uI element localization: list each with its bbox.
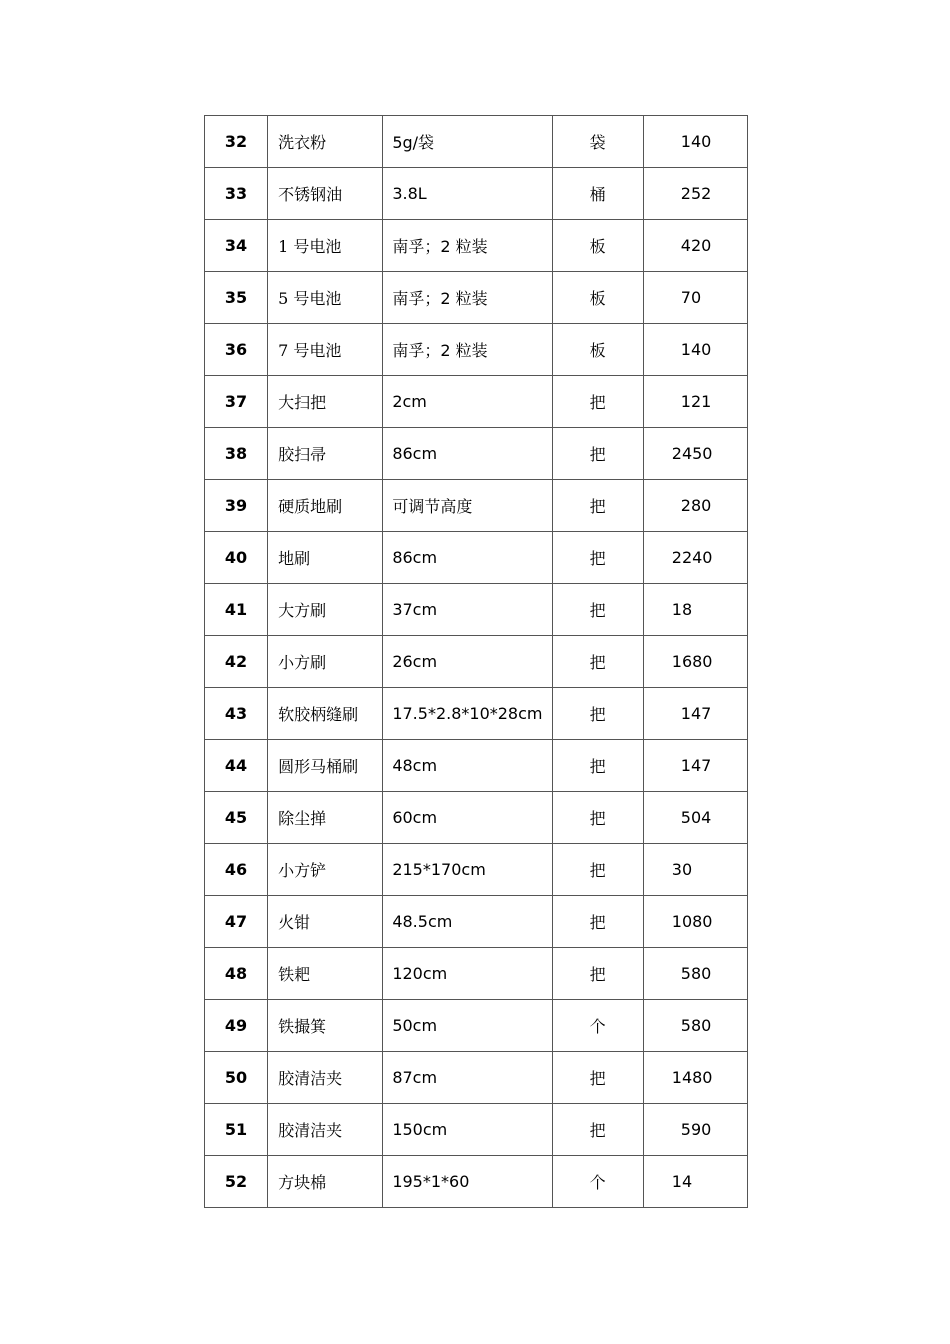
item-name: 软胶柄缝刷 <box>268 688 383 740</box>
table-row <box>205 480 748 532</box>
item-name: 胶清洁夹 <box>268 1052 383 1104</box>
item-spec: 86cm <box>383 428 552 480</box>
item-unit: 把 <box>552 740 643 792</box>
item-name: 1 号电池 <box>268 220 383 272</box>
item-unit: 把 <box>552 636 643 688</box>
item-name: 7 号电池 <box>268 324 383 376</box>
item-quantity: 504 <box>643 792 747 844</box>
item-name: 除尘掸 <box>268 792 383 844</box>
item-number: 40 <box>205 532 268 584</box>
item-number: 50 <box>205 1052 268 1104</box>
item-spec: 南孚；2 粒装 <box>383 272 552 324</box>
item-unit: 把 <box>552 376 643 428</box>
item-quantity: 70 <box>643 272 747 324</box>
table-row <box>205 272 748 324</box>
item-name: 火钳 <box>268 896 383 948</box>
table-row <box>205 532 748 584</box>
item-unit: 袋 <box>552 116 643 168</box>
table-row <box>205 220 748 272</box>
item-name: 铁耙 <box>268 948 383 1000</box>
item-unit: 把 <box>552 688 643 740</box>
item-name: 洗衣粉 <box>268 116 383 168</box>
item-spec: 48cm <box>383 740 552 792</box>
table-row <box>205 584 748 636</box>
item-quantity: 2450 <box>643 428 747 480</box>
item-name: 胶扫帚 <box>268 428 383 480</box>
table-row <box>205 636 748 688</box>
table-row <box>205 1000 748 1052</box>
item-name: 方块棉 <box>268 1156 383 1208</box>
item-spec: 215*170cm <box>383 844 552 896</box>
item-number: 49 <box>205 1000 268 1052</box>
item-spec: 南孚；2 粒装 <box>383 220 552 272</box>
item-quantity: 1080 <box>643 896 747 948</box>
table-row <box>205 324 748 376</box>
item-spec: 150cm <box>383 1104 552 1156</box>
table-row <box>205 1052 748 1104</box>
item-spec: 50cm <box>383 1000 552 1052</box>
item-name: 大扫把 <box>268 376 383 428</box>
item-number: 51 <box>205 1104 268 1156</box>
item-name: 铁撮箕 <box>268 1000 383 1052</box>
item-quantity: 420 <box>643 220 747 272</box>
item-number: 34 <box>205 220 268 272</box>
item-unit: 把 <box>552 532 643 584</box>
item-name: 圆形马桶刷 <box>268 740 383 792</box>
items-table <box>204 115 748 1208</box>
item-name: 小方刷 <box>268 636 383 688</box>
item-spec: 87cm <box>383 1052 552 1104</box>
item-name: 胶清洁夹 <box>268 1104 383 1156</box>
item-spec: 37cm <box>383 584 552 636</box>
item-unit: 板 <box>552 324 643 376</box>
item-quantity: 147 <box>643 740 747 792</box>
item-number: 32 <box>205 116 268 168</box>
item-quantity: 18 <box>643 584 747 636</box>
item-spec: 3.8L <box>383 168 552 220</box>
item-number: 37 <box>205 376 268 428</box>
item-unit: 个 <box>552 1156 643 1208</box>
item-name: 小方铲 <box>268 844 383 896</box>
item-number: 47 <box>205 896 268 948</box>
item-unit: 把 <box>552 948 643 1000</box>
item-unit: 板 <box>552 220 643 272</box>
item-quantity: 121 <box>643 376 747 428</box>
item-spec: 86cm <box>383 532 552 584</box>
item-quantity: 30 <box>643 844 747 896</box>
item-unit: 把 <box>552 428 643 480</box>
item-spec: 120cm <box>383 948 552 1000</box>
item-quantity: 590 <box>643 1104 747 1156</box>
item-spec: 可调节高度 <box>383 480 552 532</box>
item-number: 36 <box>205 324 268 376</box>
table-row <box>205 948 748 1000</box>
item-unit: 把 <box>552 844 643 896</box>
item-spec: 195*1*60 <box>383 1156 552 1208</box>
item-number: 48 <box>205 948 268 1000</box>
item-number: 42 <box>205 636 268 688</box>
item-quantity: 580 <box>643 1000 747 1052</box>
item-number: 46 <box>205 844 268 896</box>
item-number: 33 <box>205 168 268 220</box>
item-unit: 个 <box>552 1000 643 1052</box>
item-spec: 48.5cm <box>383 896 552 948</box>
item-number: 39 <box>205 480 268 532</box>
item-unit: 把 <box>552 1104 643 1156</box>
item-name: 硬质地刷 <box>268 480 383 532</box>
item-spec: 60cm <box>383 792 552 844</box>
item-name: 大方刷 <box>268 584 383 636</box>
item-spec: 5g/袋 <box>383 116 552 168</box>
item-number: 35 <box>205 272 268 324</box>
item-quantity: 280 <box>643 480 747 532</box>
item-unit: 把 <box>552 480 643 532</box>
item-number: 38 <box>205 428 268 480</box>
item-unit: 桶 <box>552 168 643 220</box>
item-name: 不锈钢油 <box>268 168 383 220</box>
item-quantity: 140 <box>643 116 747 168</box>
table-row <box>205 792 748 844</box>
table-row <box>205 740 748 792</box>
table-row <box>205 1156 748 1208</box>
item-quantity: 1480 <box>643 1052 747 1104</box>
item-number: 52 <box>205 1156 268 1208</box>
item-number: 43 <box>205 688 268 740</box>
item-spec: 南孚；2 粒装 <box>383 324 552 376</box>
item-quantity: 147 <box>643 688 747 740</box>
table-row <box>205 896 748 948</box>
item-name: 地刷 <box>268 532 383 584</box>
item-name: 5 号电池 <box>268 272 383 324</box>
item-spec: 26cm <box>383 636 552 688</box>
item-number: 45 <box>205 792 268 844</box>
item-quantity: 2240 <box>643 532 747 584</box>
item-number: 44 <box>205 740 268 792</box>
item-quantity: 580 <box>643 948 747 1000</box>
table-row <box>205 688 748 740</box>
table-row <box>205 116 748 168</box>
item-quantity: 252 <box>643 168 747 220</box>
item-unit: 把 <box>552 896 643 948</box>
item-unit: 把 <box>552 792 643 844</box>
item-quantity: 14 <box>643 1156 747 1208</box>
item-unit: 把 <box>552 1052 643 1104</box>
table-row <box>205 1104 748 1156</box>
table-row <box>205 168 748 220</box>
item-quantity: 1680 <box>643 636 747 688</box>
table-row <box>205 844 748 896</box>
table-row <box>205 428 748 480</box>
item-unit: 板 <box>552 272 643 324</box>
item-quantity: 140 <box>643 324 747 376</box>
table-row <box>205 376 748 428</box>
item-spec: 2cm <box>383 376 552 428</box>
item-unit: 把 <box>552 584 643 636</box>
item-number: 41 <box>205 584 268 636</box>
item-spec: 17.5*2.8*10*28cm <box>383 688 552 740</box>
